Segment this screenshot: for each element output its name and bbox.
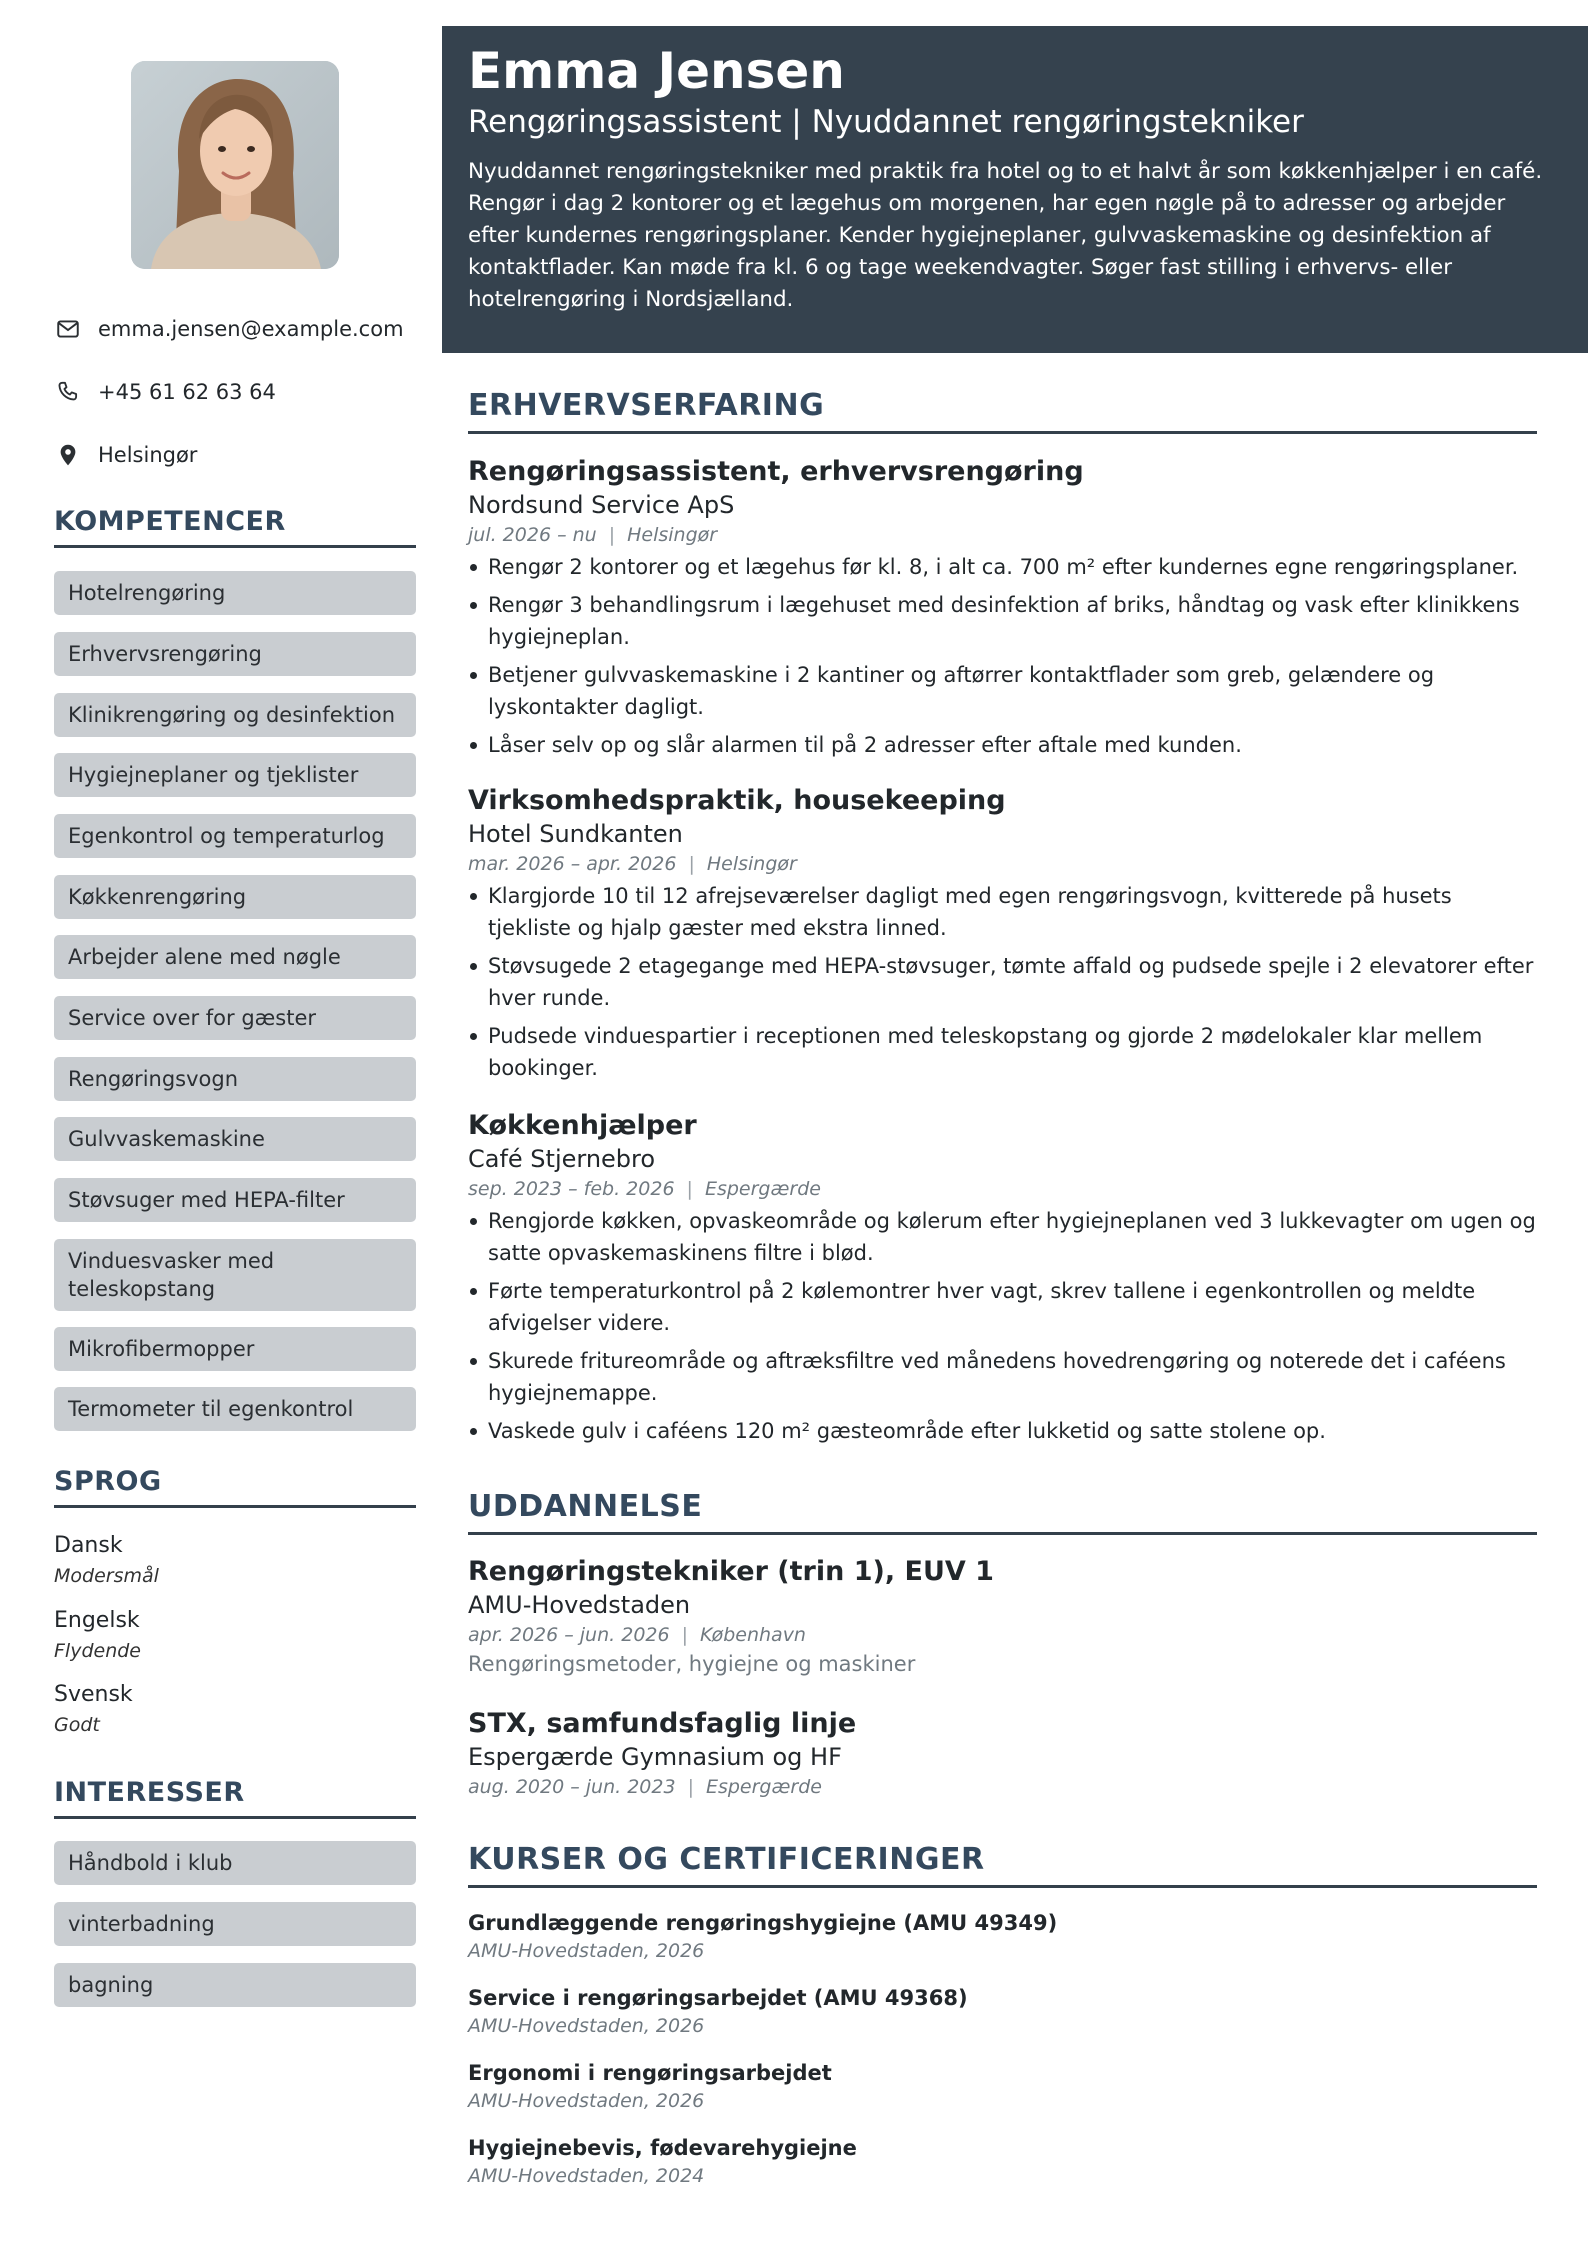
skill-chip: Støvsuger med HEPA-filter [54, 1178, 416, 1222]
job-bullet: Låser selv op og slår alarmen til på 2 adresser efter aftale med kunden. [468, 729, 1538, 761]
education-detail: Rengøringsmetoder, hygiejne og maskiner [468, 1652, 916, 1676]
education-school: Espergærde Gymnasium og HF [468, 1743, 842, 1771]
job-title: Virksomhedspraktik, housekeeping [468, 785, 1006, 816]
courses-heading: KURSER OG CERTIFICERINGER [468, 1842, 1537, 1888]
job-bullet: Skurede fritureområde og aftræksfiltre ved månedens hovedrengøring og noterede det i caféens hygiejnemappe. [468, 1345, 1538, 1409]
skill-chip [54, 1239, 416, 1311]
course-meta: AMU-Hovedstaden, 2026 [468, 1940, 705, 1962]
language-level: Modersmål [54, 1565, 159, 1587]
job-place: Espergærde [704, 1178, 821, 1200]
job-bullet: Pudsede vinduespartier i receptionen med teleskopstang og gjorde 2 mødelokaler klar mellem bookinger. [468, 1020, 1538, 1084]
skill-chip: Gulvvaskemaskine [54, 1117, 416, 1161]
job-dates: mar. 2026 – apr. 2026 [468, 853, 677, 875]
experience-heading: ERHVERVSERFARING [468, 388, 1537, 434]
job-employer: Café Stjernebro [468, 1145, 656, 1173]
course-entry [468, 2058, 1538, 2114]
skill-chip: Rengøringsvogn [54, 1057, 416, 1101]
job-dates: jul. 2026 – nu [468, 524, 597, 546]
meta-separator: | [686, 1178, 693, 1200]
skill-chip: Erhvervsrengøring [54, 632, 416, 676]
meta-separator: | [688, 853, 695, 875]
phone-text: +45 61 62 63 64 [98, 380, 276, 404]
course-title: Ergonomi i rengøringsarbejdet [468, 2061, 832, 2085]
contact-email[interactable] [54, 315, 416, 343]
course-meta: AMU-Hovedstaden, 2026 [468, 2090, 705, 2112]
job-bullet: Førte temperaturkontrol på 2 kølemontrer hver vagt, skrev tallene i egenkontrollen og meldte afvigelser videre. [468, 1275, 1538, 1339]
meta-separator: | [681, 1624, 688, 1646]
interest-chip: vinterbadning [54, 1902, 416, 1946]
job-bullet: Klargjorde 10 til 12 afrejseværelser dagligt med egen rengøringsvogn, kvitterede på husets tjekliste og hjalp gæster med ekstra linned. [468, 880, 1538, 944]
job-bullet: Rengør 2 kontorer og et lægehus før kl. 8, i alt ca. 700 m² efter kundernes egne rengøringsplaner. [468, 551, 1538, 583]
skill-chip: Hotelrengøring [54, 571, 416, 615]
language-name: Svensk [54, 1682, 133, 1707]
job-bullet: Rengør 3 behandlingsrum i lægehuset med desinfektion af briks, håndtag og vask efter klinikkens hygiejneplan. [468, 589, 1538, 653]
job-meta [468, 850, 1538, 878]
location-pin-icon [54, 441, 82, 469]
job-bullets [468, 1205, 1538, 1447]
skill-chip: Service over for gæster [54, 996, 416, 1040]
job-bullet: Rengjorde køkken, opvaskeområde og kølerum efter hygiejneplanen ved 3 lukkevagter om ugen og satte opvaskemaskinens filtre i blød. [468, 1205, 1538, 1269]
course-entry [468, 1908, 1538, 1964]
skill-chip: Egenkontrol og temperaturlog [54, 814, 416, 858]
job-title: Rengøringsassistent, erhvervsrengøring [468, 456, 1084, 487]
education-heading: UDDANNELSE [468, 1489, 1537, 1535]
job-bullets [468, 880, 1538, 1084]
job-place: Helsingør [706, 853, 797, 875]
education-title: Rengøringstekniker (trin 1), EUV 1 [468, 1556, 994, 1587]
course-title: Service i rengøringsarbejdet (AMU 49368) [468, 1986, 968, 2010]
job-bullet: Betjener gulvvaskemaskine i 2 kantiner og aftørrer kontaktflader som greb, gelændere og lyskontakter dagligt. [468, 659, 1538, 723]
skill-chip: Klinikrengøring og desinfektion [54, 693, 416, 737]
languages-heading: SPROG [54, 1466, 416, 1508]
skill-chip-label: Vinduesvasker med teleskopstang [68, 1249, 275, 1301]
job-place: Helsingør [627, 524, 718, 546]
job-bullets [468, 551, 1538, 761]
education-entry [468, 1707, 1538, 1801]
profile-photo [131, 61, 339, 269]
candidate-role: Rengøringsassistent | Nyuddannet rengøringstekniker [468, 104, 1304, 140]
job-meta [468, 1175, 1538, 1203]
job-meta [468, 521, 1538, 549]
language-name: Dansk [54, 1533, 123, 1558]
mail-icon [54, 315, 82, 343]
education-meta [468, 1773, 1538, 1801]
profile-photo-portrait [131, 61, 339, 269]
interest-chip: bagning [54, 1963, 416, 2007]
email-text: emma.jensen@example.com [98, 317, 404, 341]
education-meta [468, 1621, 1538, 1649]
education-school: AMU-Hovedstaden [468, 1591, 691, 1619]
phone-icon [54, 378, 82, 406]
skill-chip: Arbejder alene med nøgle [54, 935, 416, 979]
course-entry [468, 1983, 1538, 2039]
skill-chip: Mikrofibermopper [54, 1327, 416, 1371]
job-bullet: Støvsugede 2 etagegange med HEPA-støvsuger, tømte affald og pudsede spejle i 2 elevatorer efter hver runde. [468, 950, 1538, 1014]
job-entry [468, 455, 1538, 767]
meta-separator: | [687, 1776, 694, 1798]
education-entry [468, 1555, 1538, 1679]
language-level: Flydende [54, 1640, 141, 1662]
contact-location [54, 441, 416, 469]
skills-heading: KOMPETENCER [54, 506, 416, 548]
profile-summary: Nyuddannet rengøringstekniker med praktik fra hotel og to et halvt år som køkkenhjælper i en café. Rengør i dag 2 kontorer og et lægehus om morgenen, har egen nøgle på to adresser og arbejder efter kundernes rengøringsplaner. Kender hygiejneplaner, gulvvaskemaskine og desinfektion af kontaktflader. Kan møde fra kl. 6 og tage weekendvagter. Søger fast stilling i erhvervs- eller hotelrengøring i Nordsjælland. [468, 159, 1543, 312]
job-entry [468, 1109, 1538, 1453]
skill-chip: Termometer til egenkontrol [54, 1387, 416, 1431]
education-title: STX, samfundsfaglig linje [468, 1708, 857, 1739]
education-place: Espergærde [705, 1776, 822, 1798]
course-title: Hygiejnebevis, fødevarehygiejne [468, 2136, 857, 2160]
job-title: Køkkenhjælper [468, 1110, 697, 1141]
meta-separator: | [608, 524, 616, 546]
course-entry [468, 2133, 1538, 2189]
education-dates: apr. 2026 – jun. 2026 [468, 1624, 670, 1646]
skill-chip: Hygiejneplaner og tjeklister [54, 753, 416, 797]
interests-heading: INTERESSER [54, 1777, 416, 1819]
language-name: Engelsk [54, 1608, 140, 1633]
interest-chip: Håndbold i klub [54, 1841, 416, 1885]
contact-phone[interactable] [54, 378, 416, 406]
education-place: København [699, 1624, 806, 1646]
course-meta: AMU-Hovedstaden, 2026 [468, 2015, 705, 2037]
skill-chip: Køkkenrengøring [54, 875, 416, 919]
resume-header [442, 26, 1588, 353]
job-entry [468, 784, 1538, 1090]
course-meta: AMU-Hovedstaden, 2024 [468, 2165, 705, 2187]
job-dates: sep. 2023 – feb. 2026 [468, 1178, 675, 1200]
education-dates: aug. 2020 – jun. 2023 [468, 1776, 676, 1798]
job-employer: Hotel Sundkanten [468, 820, 683, 848]
language-level: Godt [54, 1714, 100, 1736]
location-text: Helsingør [98, 443, 198, 467]
job-employer: Nordsund Service ApS [468, 491, 735, 519]
course-title: Grundlæggende rengøringshygiejne (AMU 49349) [468, 1911, 1058, 1935]
candidate-name: Emma Jensen [468, 42, 845, 100]
job-bullet: Vaskede gulv i caféens 120 m² gæsteområde efter lukketid og satte stolene op. [468, 1415, 1538, 1447]
